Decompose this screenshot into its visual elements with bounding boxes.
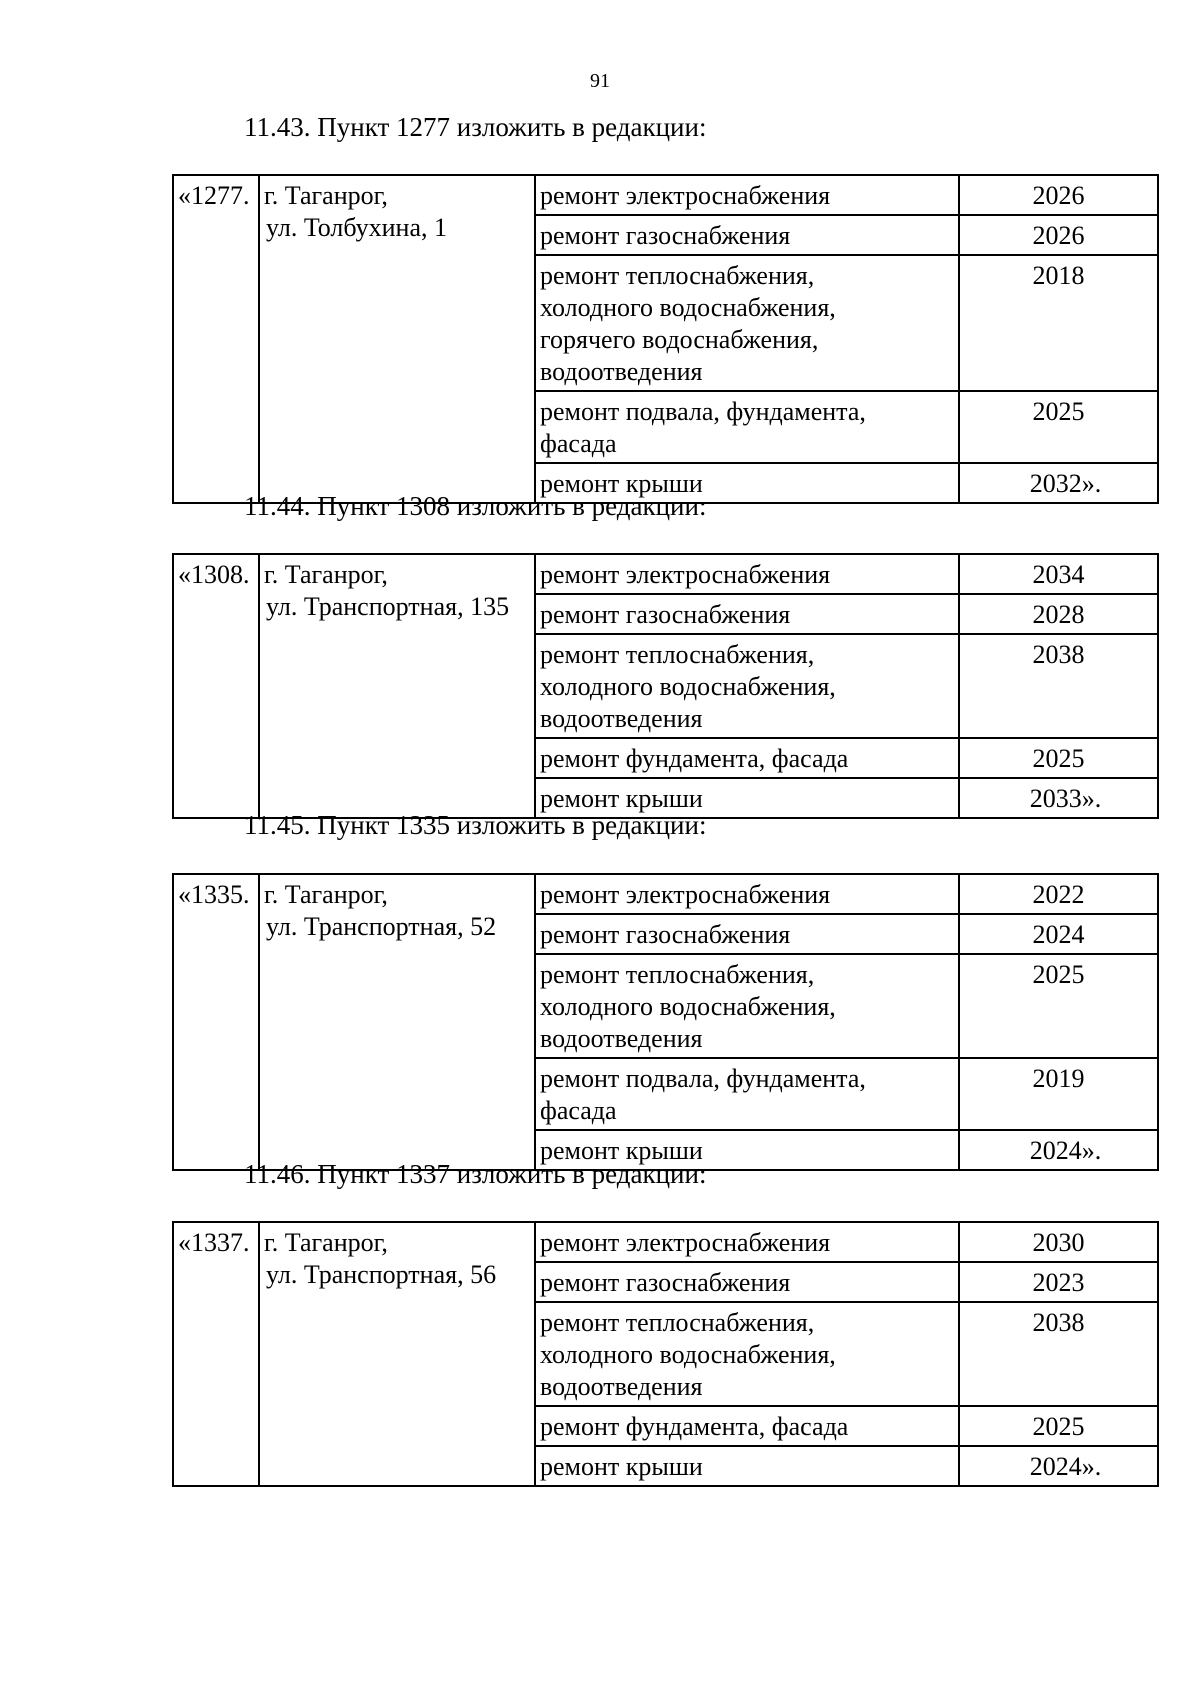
year-value: 2025 <box>1032 1412 1085 1441</box>
work-type: ремонт крыши <box>535 463 959 503</box>
item-number: «1277. <box>173 175 259 503</box>
year-cell <box>959 215 1158 255</box>
year-value: 2038 <box>1032 1308 1085 1337</box>
repair-schedule-table <box>172 553 1159 819</box>
address-cell <box>259 554 535 818</box>
year-cell <box>959 778 1158 818</box>
address-street: ул. Транспортная, 52 <box>266 912 497 941</box>
work-type: ремонт электроснабжения <box>535 175 959 215</box>
work-type: ремонт фундамента, фасада <box>535 738 959 778</box>
year-cell <box>959 1058 1158 1130</box>
work-type: ремонт электроснабжения <box>535 554 959 594</box>
year-cell <box>959 874 1158 914</box>
year-value: 2025 <box>1032 960 1085 989</box>
item-number: «1308. <box>173 554 259 818</box>
address-street: ул. Транспортная, 135 <box>266 592 510 621</box>
year-cell <box>959 1222 1158 1262</box>
table-row <box>173 554 1158 594</box>
work-type: ремонт теплоснабжения, холодного водоснабжения, горячего водоснабжения, водоотведения <box>535 255 959 391</box>
work-type: ремонт крыши <box>535 1446 959 1486</box>
year-value: 2028 <box>1032 600 1085 629</box>
section-heading: 11.43. Пункт 1277 изложить в редакции: <box>244 112 707 142</box>
work-type: ремонт газоснабжения <box>535 215 959 255</box>
year-value: 2026 <box>1032 181 1085 210</box>
year-cell <box>959 954 1158 1058</box>
year-cell <box>959 1446 1158 1486</box>
address-city: г. Таганрог, <box>264 181 388 210</box>
year-value: 2024 <box>1032 920 1085 949</box>
work-type: ремонт фундамента, фасада <box>535 1406 959 1446</box>
section-heading: 11.46. Пункт 1337 изложить в редакции: <box>244 1159 707 1189</box>
work-type: ремонт теплоснабжения, холодного водоснабжения, водоотведения <box>535 634 959 738</box>
address-city: г. Таганрог, <box>264 560 388 589</box>
work-type: ремонт крыши <box>535 778 959 818</box>
year-cell <box>959 175 1158 215</box>
year-cell <box>959 1262 1158 1302</box>
table-row <box>173 1222 1158 1262</box>
year-value: 2018 <box>1032 261 1085 290</box>
year-cell <box>959 255 1158 391</box>
year-value: 2019 <box>1032 1064 1085 1093</box>
item-number: «1337. <box>173 1222 259 1486</box>
work-type: ремонт подвала, фундамента, фасада <box>535 391 959 463</box>
year-cell <box>959 1406 1158 1446</box>
year-cell <box>959 594 1158 634</box>
year-cell <box>959 1130 1158 1170</box>
address-cell <box>259 1222 535 1486</box>
year-cell <box>959 914 1158 954</box>
address-cell <box>259 874 535 1170</box>
repair-schedule-table <box>172 1221 1159 1487</box>
table-row <box>173 175 1158 215</box>
address-street: ул. Толбухина, 1 <box>266 213 447 242</box>
work-type: ремонт крыши <box>535 1130 959 1170</box>
year-value: 2034 <box>1032 560 1085 589</box>
page-number: 91 <box>590 70 610 92</box>
year-value: 2025 <box>1032 397 1085 426</box>
year-value: 2023 <box>1032 1268 1085 1297</box>
year-cell <box>959 1302 1158 1406</box>
year-value: 2025 <box>1032 744 1085 773</box>
section-heading: 11.44. Пункт 1308 изложить в редакции: <box>244 491 707 521</box>
year-cell <box>959 554 1158 594</box>
year-value: 2024». <box>1029 1452 1102 1481</box>
year-value: 2022 <box>1032 880 1085 909</box>
work-type: ремонт газоснабжения <box>535 914 959 954</box>
address-street: ул. Транспортная, 56 <box>266 1260 497 1289</box>
work-type: ремонт теплоснабжения, холодного водоснабжения, водоотведения <box>535 954 959 1058</box>
year-value: 2024». <box>1029 1136 1102 1165</box>
work-type: ремонт электроснабжения <box>535 874 959 914</box>
work-type: ремонт теплоснабжения, холодного водоснабжения, водоотведения <box>535 1302 959 1406</box>
work-type: ремонт газоснабжения <box>535 594 959 634</box>
repair-schedule-table <box>172 174 1159 504</box>
address-city: г. Таганрог, <box>264 1228 388 1257</box>
address-city: г. Таганрог, <box>264 880 388 909</box>
year-value: 2030 <box>1032 1228 1085 1257</box>
year-value: 2026 <box>1032 221 1085 250</box>
work-type: ремонт подвала, фундамента, фасада <box>535 1058 959 1130</box>
address-cell <box>259 175 535 503</box>
repair-schedule-table <box>172 873 1159 1171</box>
year-value: 2033». <box>1029 784 1102 813</box>
section-heading: 11.45. Пункт 1335 изложить в редакции: <box>244 810 707 840</box>
year-cell <box>959 391 1158 463</box>
work-type: ремонт газоснабжения <box>535 1262 959 1302</box>
year-value: 2032». <box>1029 469 1102 498</box>
year-cell <box>959 634 1158 738</box>
year-cell <box>959 738 1158 778</box>
table-row <box>173 874 1158 914</box>
work-type: ремонт электроснабжения <box>535 1222 959 1262</box>
year-value: 2038 <box>1032 640 1085 669</box>
year-cell <box>959 463 1158 503</box>
item-number: «1335. <box>173 874 259 1170</box>
